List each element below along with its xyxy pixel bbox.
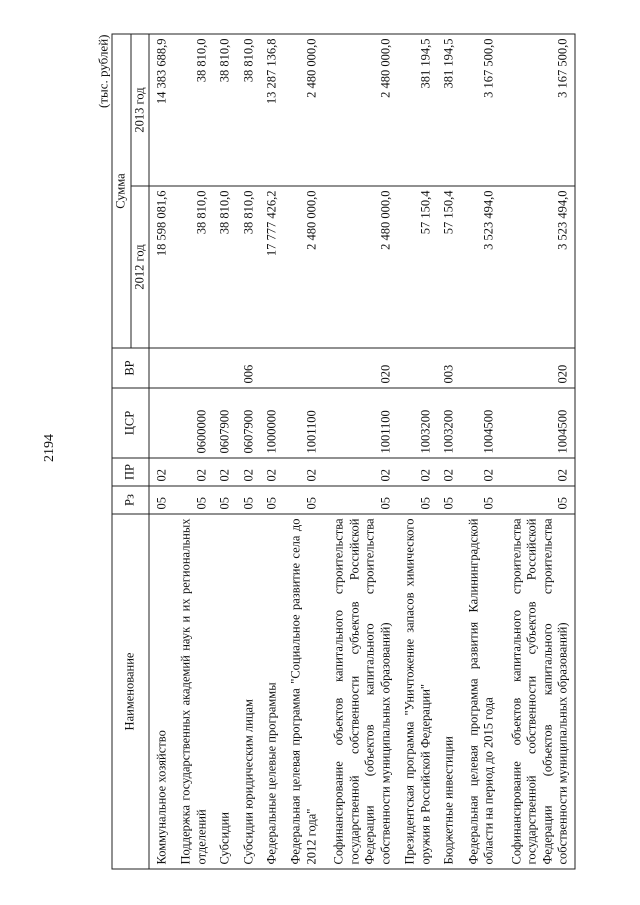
row-pr: 02 [500,458,574,486]
row-amount-2012: 38 810,0 [236,186,259,348]
row-amount-2013: 14 383 688,9 [149,34,173,186]
row-amount-2013: 38 810,0 [236,34,259,186]
header-vr: ВР [112,348,149,388]
row-amount-2012: 57 150,4 [437,186,460,348]
table-row [259,34,282,869]
row-vr [460,348,500,388]
row-rz: 05 [259,486,282,514]
row-vr [173,348,213,388]
row-csr [149,388,173,458]
table-row [437,34,460,869]
row-pr: 02 [323,458,397,486]
row-amount-2013: 13 287 136,8 [259,34,282,186]
row-name: Коммунальное хозяйство [149,514,173,869]
table-row [173,34,213,869]
rotated-page [95,35,575,870]
row-amount-2012: 38 810,0 [213,186,236,348]
row-rz: 05 [149,486,173,514]
row-amount-2013: 2 480 000,0 [283,34,323,186]
header-pr: ПР [112,458,149,486]
row-vr: 020 [500,348,574,388]
header-year-2012: 2012 год [130,186,149,348]
row-csr: 0600000 [173,388,213,458]
header-year-2013: 2013 год [130,34,149,186]
row-csr: 1004500 [500,388,574,458]
header-name: Наименование [112,514,149,869]
row-pr: 02 [437,458,460,486]
header-csr: ЦСР [112,388,149,458]
row-csr: 1003200 [397,388,437,458]
header-rz: Рз [112,486,149,514]
row-vr [213,348,236,388]
row-rz: 05 [213,486,236,514]
row-pr: 02 [236,458,259,486]
row-amount-2012: 18 598 081,6 [149,186,173,348]
header-row-1 [112,34,131,869]
row-pr: 02 [173,458,213,486]
row-name: Федеральная целевая программа развития Калининградской области на период до 2015 года [460,514,500,869]
row-amount-2013: 381 194,5 [437,34,460,186]
row-vr [283,348,323,388]
table-row [236,34,259,869]
units-label: (тыс. рублей) [95,34,110,109]
row-rz: 05 [173,486,213,514]
table-row [323,34,397,869]
row-rz: 05 [283,486,323,514]
row-csr: 0607900 [213,388,236,458]
row-amount-2012: 17 777 426,2 [259,186,282,348]
row-amount-2012: 57 150,4 [397,186,437,348]
row-name: Субсидии [213,514,236,869]
row-vr: 003 [437,348,460,388]
table-row [283,34,323,869]
row-rz: 05 [397,486,437,514]
row-pr: 02 [213,458,236,486]
table-row [213,34,236,869]
budget-table [111,34,575,870]
row-amount-2013: 3 167 500,0 [500,34,574,186]
row-rz: 05 [437,486,460,514]
row-name: Президентская программа "Уничтожение запасов химического оружия в Российской Федерации" [397,514,437,869]
row-pr: 02 [259,458,282,486]
row-name: Бюджетные инвестиции [437,514,460,869]
row-csr: 1001100 [323,388,397,458]
row-amount-2012: 3 523 494,0 [500,186,574,348]
page-number: 2194 [42,434,57,462]
row-amount-2013: 38 810,0 [213,34,236,186]
row-name: Софинансирование объектов капитального строительства государственной собственности субъектов Российской Федерации (объектов капитального строительства собственности муниципальных образований) [500,514,574,869]
row-pr: 02 [283,458,323,486]
row-rz: 05 [460,486,500,514]
row-name: Поддержка государственных академий наук и их региональных отделений [173,514,213,869]
row-name: Софинансирование объектов капитального строительства государственной собственности субъектов Российской Федерации (объектов капитального строительства собственности муниципальных образований) [323,514,397,869]
row-rz: 05 [236,486,259,514]
row-amount-2012: 38 810,0 [173,186,213,348]
table-row [500,34,574,869]
row-amount-2013: 381 194,5 [397,34,437,186]
row-amount-2013: 3 167 500,0 [460,34,500,186]
row-vr: 020 [323,348,397,388]
row-csr: 1003200 [437,388,460,458]
row-vr [259,348,282,388]
header-sum: Сумма [112,34,131,348]
row-csr: 0607900 [236,388,259,458]
row-amount-2013: 2 480 000,0 [323,34,397,186]
row-amount-2012: 2 480 000,0 [323,186,397,348]
row-name: Субсидии юридическим лицам [236,514,259,869]
table-row [397,34,437,869]
row-csr: 1004500 [460,388,500,458]
row-csr: 1001100 [283,388,323,458]
row-pr: 02 [460,458,500,486]
table-row [149,34,173,869]
row-name: Федеральная целевая программа "Социальное развитие села до 2012 года" [283,514,323,869]
table-body [149,34,575,869]
row-rz: 05 [323,486,397,514]
row-name: Федеральные целевые программы [259,514,282,869]
row-vr [149,348,173,388]
row-rz: 05 [500,486,574,514]
table-row [460,34,500,869]
row-csr: 1000000 [259,388,282,458]
row-vr: 006 [236,348,259,388]
row-amount-2012: 3 523 494,0 [460,186,500,348]
row-pr: 02 [149,458,173,486]
row-amount-2013: 38 810,0 [173,34,213,186]
row-pr: 02 [397,458,437,486]
row-vr [397,348,437,388]
row-amount-2012: 2 480 000,0 [283,186,323,348]
